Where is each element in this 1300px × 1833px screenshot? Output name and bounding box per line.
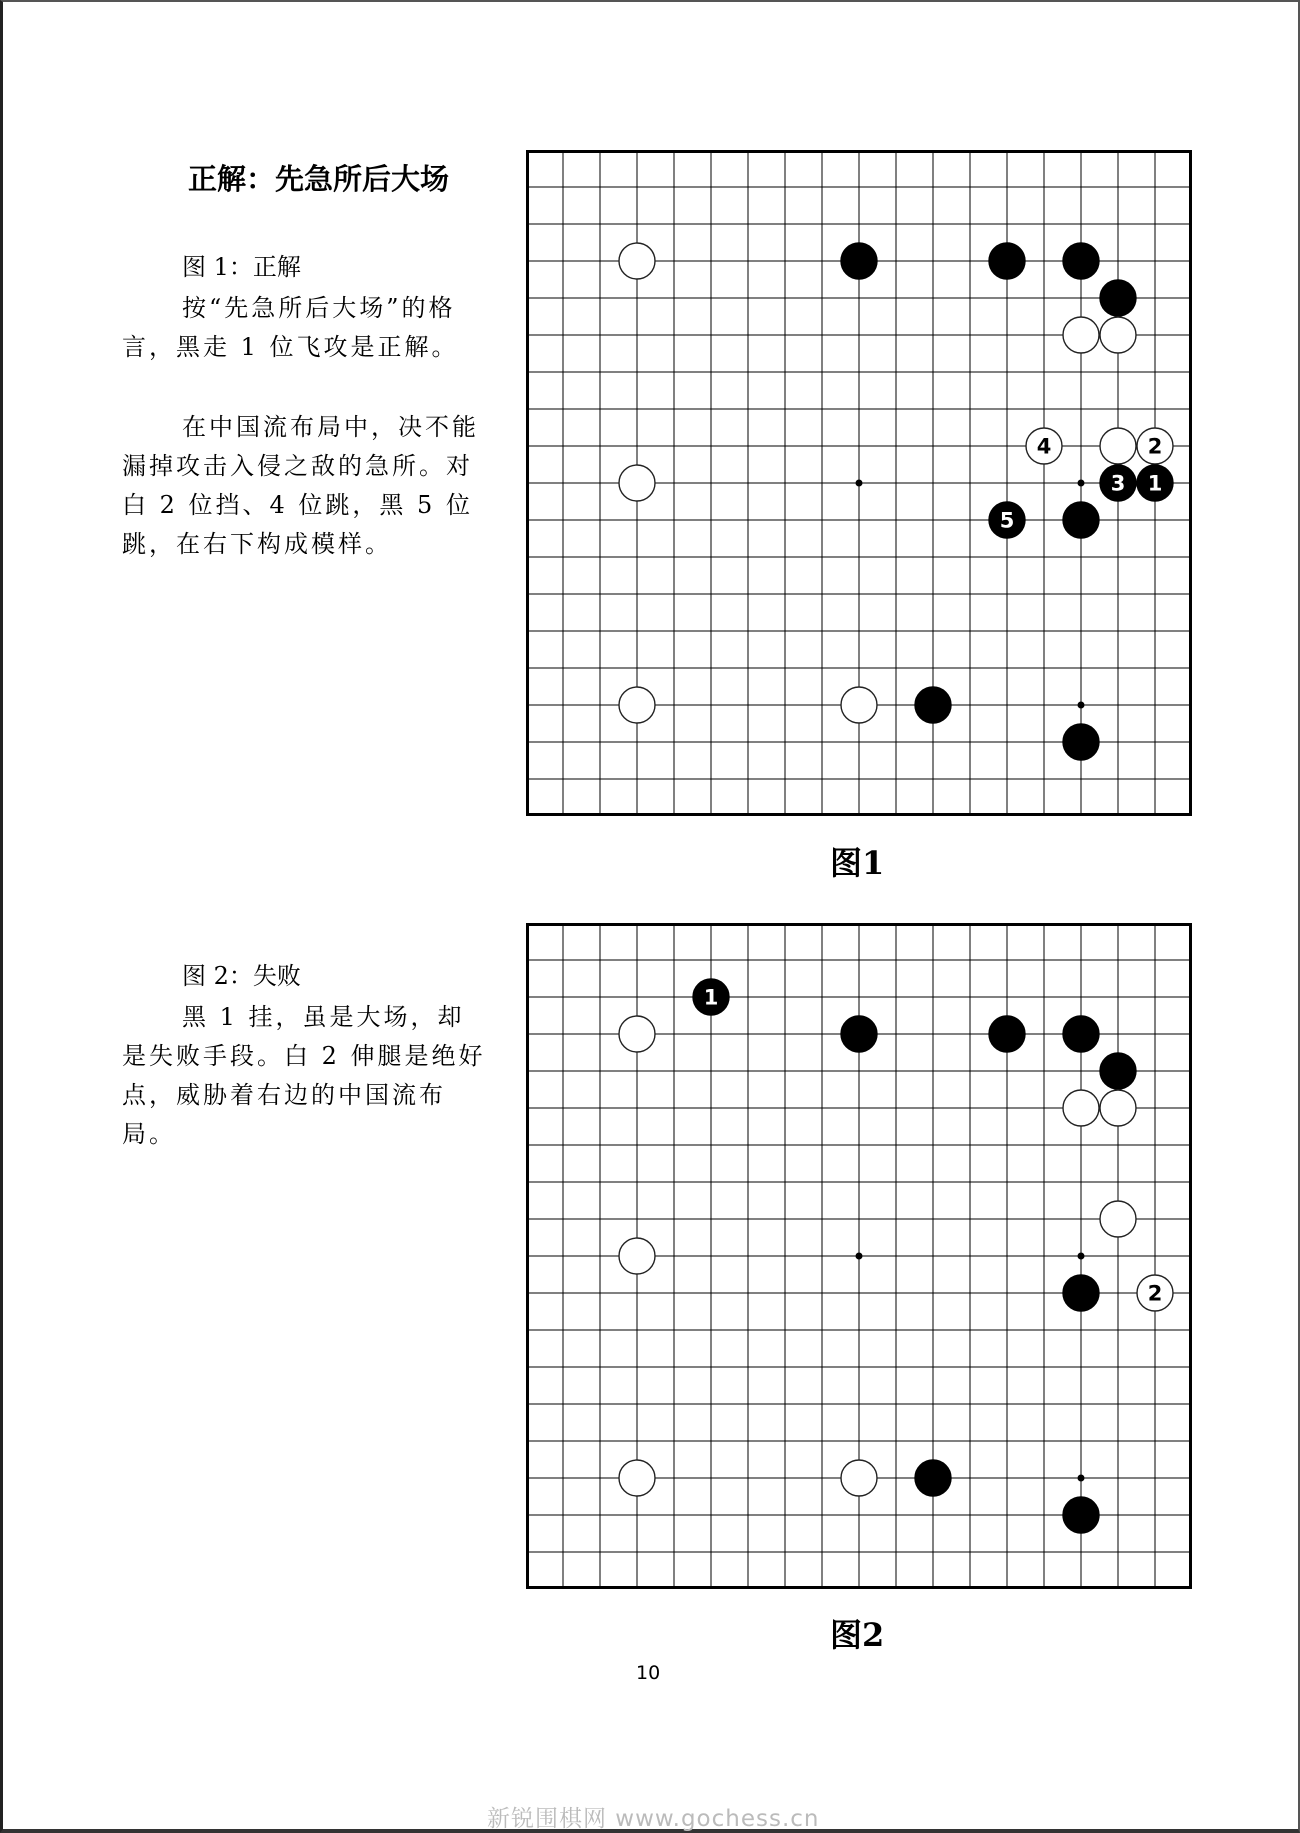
- go-board-2: [526, 923, 1192, 1589]
- black-stone: [1063, 1497, 1099, 1533]
- white-stone: [1100, 1201, 1136, 1237]
- white-stone: [841, 687, 877, 723]
- black-stone: [1100, 1053, 1136, 1089]
- white-stone: [619, 1238, 655, 1274]
- star-point: [1078, 480, 1085, 487]
- move-number: 4: [1036, 434, 1052, 459]
- figure-2-paragraph-1: 黑 1 挂，虽是大场，却是失败手段。白 2 伸腿是绝好点，威胁着右边的中国流布局。: [122, 1003, 486, 1148]
- move-number: 1: [703, 985, 719, 1010]
- white-stone: [619, 687, 655, 723]
- figure-2-caption: 图2: [830, 1616, 885, 1654]
- black-stone-1: [693, 979, 729, 1015]
- star-point: [1078, 702, 1085, 709]
- white-stone: [619, 243, 655, 279]
- figure-1-caption: 图1: [830, 844, 885, 882]
- black-stone: [989, 1016, 1025, 1052]
- black-stone: [1063, 243, 1099, 279]
- black-stone: [841, 1016, 877, 1052]
- white-stone-2: [1137, 1275, 1173, 1311]
- black-stone: [1100, 280, 1136, 316]
- black-stone: [1063, 1275, 1099, 1311]
- white-stone-4: [1026, 428, 1062, 464]
- white-stone: [1100, 428, 1136, 464]
- black-stone: [989, 243, 1025, 279]
- black-stone: [1063, 724, 1099, 760]
- move-number: 2: [1147, 1281, 1163, 1306]
- figure-2-heading: 图 2：失败: [182, 962, 301, 990]
- figure-1-heading: 图 1：正解: [182, 253, 301, 281]
- move-number: 1: [1147, 471, 1163, 496]
- white-stone: [619, 1016, 655, 1052]
- black-stone: [1063, 502, 1099, 538]
- white-stone-2: [1137, 428, 1173, 464]
- white-stone: [1063, 1090, 1099, 1126]
- figure-1-board: [526, 150, 1192, 816]
- white-stone: [619, 465, 655, 501]
- white-stone: [1100, 317, 1136, 353]
- white-stone: [1063, 317, 1099, 353]
- black-stone: [915, 1460, 951, 1496]
- star-point: [1078, 1475, 1085, 1482]
- page-heading: 正解：先急所后大场: [188, 162, 450, 196]
- page-number: 10: [636, 1662, 661, 1684]
- white-stone: [1100, 1090, 1136, 1126]
- white-stone: [619, 1460, 655, 1496]
- black-stone: [1063, 1016, 1099, 1052]
- star-point: [1078, 1253, 1085, 1260]
- black-stone: [915, 687, 951, 723]
- star-point: [856, 1253, 863, 1260]
- move-number: 3: [1110, 471, 1126, 496]
- white-stone: [841, 1460, 877, 1496]
- go-board-1: [526, 150, 1192, 816]
- watermark: 新锐围棋网 www.gochess.cn: [487, 1806, 820, 1832]
- figure-2-board: [526, 923, 1192, 1589]
- black-stone-5: [989, 502, 1025, 538]
- black-stone: [841, 243, 877, 279]
- figure-1-paragraph-2: 在中国流布局中，决不能漏掉攻击入侵之敌的急所。对白 2 位挡、4 位跳，黑 5 位跳，在右下构成模样。: [122, 413, 479, 558]
- move-number: 5: [999, 508, 1015, 533]
- black-stone-1: [1137, 465, 1173, 501]
- figure-1-paragraph-1: 按“先急所后大场”的格言，黑走 1 位飞攻是正解。: [122, 294, 459, 361]
- black-stone-3: [1100, 465, 1136, 501]
- star-point: [856, 480, 863, 487]
- move-number: 2: [1147, 434, 1163, 459]
